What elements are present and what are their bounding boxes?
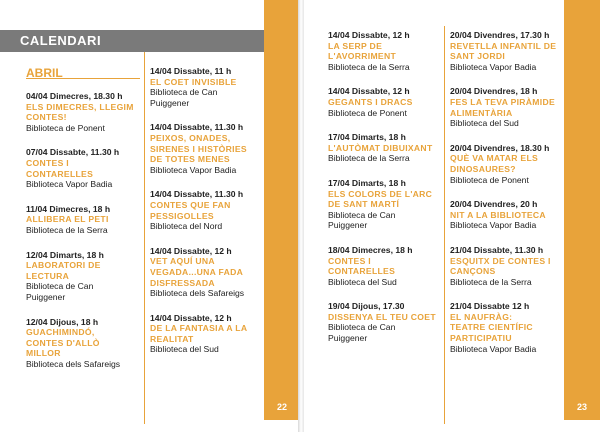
event-entry — [328, 132, 442, 164]
event-title: ELS DIMECRES, LLEGIM — [26, 101, 134, 112]
event-title: SIRENES I HISTÒRIES — [150, 143, 247, 154]
event-title: VEGADA...UNA FADA — [150, 266, 244, 277]
event-title: GEGANTS I DRACS — [328, 96, 413, 107]
event-date: 20/04 Divendres, 18 h — [450, 86, 538, 97]
orange-strip-left — [264, 0, 300, 420]
event-title: ELS COLORS DE L'ARC — [328, 188, 433, 199]
page-gutter — [298, 0, 304, 432]
event-entry — [26, 317, 142, 370]
events-column-4 — [450, 30, 564, 368]
event-title: QUÈ VA MATAR ELS — [450, 153, 539, 164]
event-venue: Biblioteca de Can — [328, 209, 396, 220]
event-venue: Biblioteca de Ponent — [26, 122, 105, 133]
event-date: 14/04 Dissabte, 11.30 h — [150, 189, 244, 200]
event-title: ALLIBERA EL PETI — [26, 214, 109, 225]
event-title: CANÇONS — [450, 266, 496, 277]
events-column-3 — [328, 30, 442, 358]
event-title: EL COET INVISIBLE — [150, 76, 237, 87]
event-date: 20/04 Divendres, 20 h — [450, 199, 538, 210]
event-title: NIT A LA BIBLIOTECA — [450, 209, 546, 220]
event-venue: Biblioteca del Sud — [450, 118, 519, 129]
event-title: DISFRESSADA — [150, 277, 215, 288]
event-title: EL NAUFRÀG: — [450, 311, 513, 322]
event-entry — [450, 86, 564, 128]
right-page — [300, 0, 600, 432]
event-date: 04/04 Dimecres, 18.30 h — [26, 91, 123, 101]
event-date: 20/04 Divendres, 18.30 h — [450, 142, 550, 153]
event-entry — [328, 30, 442, 72]
event-entry — [450, 199, 564, 231]
event-date: 14/04 Dissabte, 12 h — [150, 312, 232, 323]
event-title: PEIXOS, ONADES, — [150, 132, 231, 143]
month-label: ABRIL — [26, 66, 63, 80]
page-number-left: 22 — [276, 402, 287, 412]
event-entry — [150, 313, 262, 355]
event-title: MILLOR — [26, 348, 61, 359]
event-title: VET AQUÍ UNA — [150, 256, 215, 267]
event-entry — [450, 30, 564, 72]
event-title: SANT JORDI — [450, 51, 506, 62]
event-entry — [450, 301, 564, 354]
event-entry — [450, 143, 564, 185]
event-venue: Biblioteca Vapor Badia — [26, 179, 113, 190]
event-entry — [26, 204, 142, 236]
event-title: LABORATORI DE — [26, 260, 101, 271]
event-date: 11/04 Dimecres, 18 h — [26, 203, 111, 214]
event-entry — [150, 66, 262, 108]
event-date: 12/04 Dijous, 18 h — [26, 316, 99, 327]
event-venue: Biblioteca dels Safareigs — [150, 288, 245, 299]
event-title: REVETLLA INFANTIL DE — [450, 40, 557, 51]
event-title: LECTURA — [26, 270, 70, 281]
event-entry — [26, 91, 142, 133]
event-title: DE SANT MARTÍ — [328, 199, 400, 210]
event-venue: Biblioteca de la Serra — [328, 61, 410, 72]
event-venue: Biblioteca del Nord — [150, 221, 223, 232]
event-venue: Biblioteca Vapor Badia — [450, 343, 537, 354]
event-entry — [328, 178, 442, 231]
event-title: CONTES QUE FAN — [150, 199, 231, 210]
event-venue: Biblioteca de la Serra — [328, 153, 410, 164]
event-title: L'AVORRIMENT — [328, 51, 397, 62]
event-title: CONTES I — [328, 255, 371, 266]
event-title: DE TOTES MENES — [150, 154, 230, 165]
event-venue: Biblioteca de la Serra — [450, 276, 532, 287]
event-venue: Biblioteca Vapor Badia — [150, 164, 237, 175]
event-venue: Biblioteca de Can — [328, 322, 396, 333]
event-date: 21/04 Dissabte, 11.30 h — [450, 244, 544, 255]
event-title: L'AUTÒMAT DIBUIXANT — [328, 142, 433, 153]
events-column-2 — [150, 66, 262, 369]
event-title: DE LA FANTASIA A LA — [150, 323, 248, 334]
event-title: DINOSAURES? — [450, 163, 516, 174]
event-date: 17/04 Dimarts, 18 h — [328, 177, 406, 188]
event-date: 14/04 Dissabte, 12 h — [328, 30, 410, 40]
event-title: CONTARELLES — [26, 168, 94, 179]
event-entry — [26, 250, 142, 303]
event-title: REALITAT — [150, 333, 194, 344]
event-title: PESSIGOLLES — [150, 210, 214, 221]
event-date: 20/04 Divendres, 17.30 h — [450, 30, 550, 40]
event-title: CONTARELLES — [328, 266, 396, 277]
event-venue: Biblioteca Vapor Badia — [450, 220, 537, 231]
event-date: 17/04 Dimarts, 18 h — [328, 132, 406, 143]
event-title: GUACHIMINDÓ, — [26, 327, 95, 338]
orange-strip-right — [564, 0, 600, 420]
event-venue: Biblioteca de Ponent — [450, 174, 529, 185]
event-title: ALIMENTÀRIA — [450, 107, 513, 118]
event-venue: Biblioteca del Sud — [150, 344, 219, 355]
event-title: CONTES I — [26, 157, 69, 168]
event-venue: Biblioteca de Can — [26, 281, 94, 292]
event-entry — [150, 246, 262, 299]
event-date: 21/04 Dissabte 12 h — [450, 301, 530, 312]
event-entry — [450, 245, 564, 287]
event-date: 14/04 Dissabte, 12 h — [150, 245, 232, 256]
event-title: LA SERP DE — [328, 40, 383, 51]
event-venue: Puiggener — [328, 333, 368, 344]
column-divider — [444, 26, 445, 424]
event-entry — [150, 122, 262, 175]
event-date: 18/04 Dimecres, 18 h — [328, 244, 413, 255]
column-divider — [144, 52, 145, 424]
event-title: PARTICIPATIU — [450, 333, 512, 344]
event-title: CONTES D'ALLÒ — [26, 337, 100, 348]
event-date: 14/04 Dissabte, 11 h — [150, 66, 232, 76]
event-entry — [150, 189, 262, 231]
events-column-1 — [26, 91, 142, 383]
event-date: 14/04 Dissabte, 12 h — [328, 86, 410, 97]
event-date: 14/04 Dissabte, 11.30 h — [150, 122, 244, 133]
event-date: 19/04 Dijous, 17.30 — [328, 301, 405, 312]
event-entry — [328, 245, 442, 287]
event-venue: Biblioteca de Can — [150, 87, 218, 98]
page-number-right: 23 — [576, 402, 587, 412]
event-entry — [26, 147, 142, 189]
event-title: DISSENYA EL TEU COET — [328, 311, 436, 322]
event-date: 07/04 Dissabte, 11.30 h — [26, 147, 120, 158]
calendar-title: CALENDARI — [20, 33, 102, 48]
event-title: FES LA TEVA PIRÀMIDE — [450, 96, 555, 107]
event-venue: Biblioteca Vapor Badia — [450, 61, 537, 72]
event-venue: Biblioteca de Ponent — [328, 107, 407, 118]
event-entry — [328, 301, 442, 343]
event-title: ESQUITX DE CONTES I — [450, 255, 551, 266]
event-venue: Biblioteca dels Safareigs — [26, 358, 121, 369]
event-venue: Biblioteca de la Serra — [26, 224, 108, 235]
month-heading — [26, 64, 140, 79]
event-entry — [328, 86, 442, 118]
event-venue: Puiggener — [150, 97, 190, 108]
event-venue: Biblioteca del Sud — [328, 276, 397, 287]
event-title: TEATRE CIENTÍFIC — [450, 322, 533, 333]
event-date: 12/04 Dimarts, 18 h — [26, 249, 104, 260]
event-venue: Puiggener — [328, 220, 368, 231]
event-title: CONTES! — [26, 112, 67, 123]
event-venue: Puiggener — [26, 291, 66, 302]
